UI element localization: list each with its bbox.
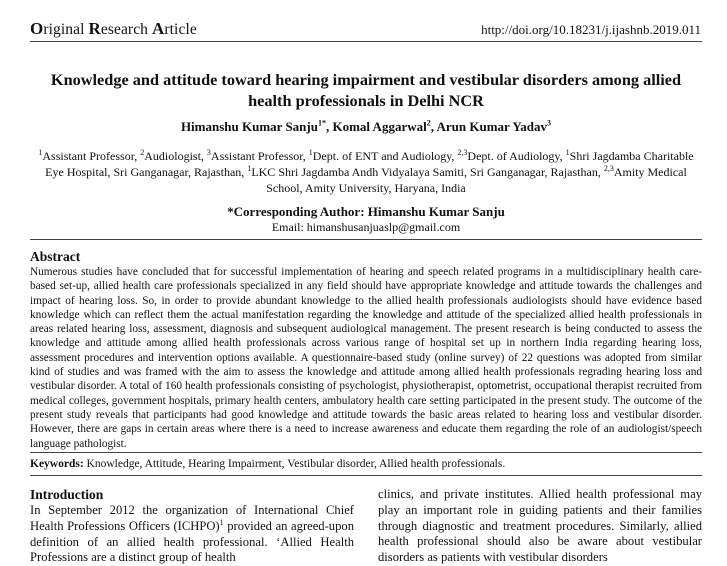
- article-type-label: [30, 19, 197, 39]
- intro-citation-sup: 1: [219, 517, 224, 527]
- keywords-label: Keywords:: [30, 458, 84, 470]
- keywords-text: Knowledge, Attitude, Hearing Impairment, Vestibular disorder, Allied health professionals.: [83, 458, 506, 470]
- author-name: Himanshu Kumar Sanju: [180, 119, 318, 134]
- author-sup: 1*: [317, 118, 326, 128]
- author-sup: 2: [426, 118, 431, 128]
- affil-part: LKC Shri Jagdamba Andh Vidyalaya Samiti, Sri Ganganagar, Rajasthan,: [251, 165, 604, 179]
- label-part-riginal: riginal: [43, 21, 89, 38]
- intro-left-text: In September 2012 the organization of International Chief Health Professions Officers (ICHPO): [30, 503, 354, 533]
- author-name: Arun Kumar Yadav: [436, 119, 548, 134]
- author-sep: ,: [325, 119, 333, 134]
- affiliations: [30, 148, 702, 196]
- affil-sup: 1: [38, 148, 43, 157]
- affil-sup: 2,3: [603, 164, 614, 173]
- header-rule: [30, 41, 702, 42]
- keywords-line: [30, 458, 702, 470]
- author-line: [30, 119, 702, 135]
- abstract-heading: Abstract: [30, 249, 81, 264]
- author-email[interactable]: Email: himanshusanjuaslp@gmail.com: [271, 220, 461, 234]
- label-cap-r: R: [88, 19, 101, 38]
- affil-sup: 1: [565, 148, 570, 157]
- affil-part: Dept. of Audiology,: [467, 149, 566, 163]
- intro-left-text-cont: provided an agreed-upon definition of an allied health professional. ‘Allied Health Professions are a distinct group of health: [30, 518, 354, 565]
- affil-sup: 1: [308, 148, 313, 157]
- affil-part: Dept. of ENT and Audiology,: [312, 149, 458, 163]
- affil-sup: 3: [206, 148, 211, 157]
- introduction-heading: Introduction: [30, 487, 104, 502]
- affil-part: Amity Medical School, Amity University, Haryana, India: [266, 165, 687, 195]
- label-part-esearch: esearch: [100, 21, 152, 38]
- label-cap-o: O: [30, 19, 44, 38]
- label-cap-a: A: [152, 19, 165, 38]
- affil-sup: 2: [140, 148, 145, 157]
- abstract-body: Numerous studies have concluded that for successful implementation of hearing and speech related programs in a multidisciplinary health care-based set-up, allied health care professionals specialized in any field should have appropriate knowledge and attitude towards the challenges and impact of hearing loss. So, in order to provide abundant knowledge to the allied health professionals audiologists should have evidence based knowledge which can reflect them the actual manifestation regarding the knowledge and attitude of the specialized allied health professionals in areas related hearing loss, assessment, diagnosis and subsequent audiological management. The present research is being conducted to assess the knowledge and attitude among allied health professionals across various range of hospital set up in northern India regarding hearing loss, assessment procedures and intervention options available. A questionnaire-based study (online survey) of 22 questions was adopted from similar kind of studies and was framed with the aim to assess the knowledge and attitude among allied health professionals regrading hearing loss and vestibular disorder. A total of 160 health professionals consisting of psychologist, physiotherapist, optometrist, occupational therapist recruited from medical colleges, government hospitals, primary health centers, ambulatory health care setting participated in the present study. The outcome of the present study reveals that participants had good knowledge and attitude towards the basic areas related to hearing loss and vestibular disorder. However, there are gaps in certain areas where there is a need to increase awareness and educate them regarding the role of an audiologist/speech language pathologist.: [30, 266, 702, 450]
- intro-left-column: [30, 503, 354, 566]
- label-part-rticle: rticle: [164, 21, 197, 38]
- affil-part: Audiologist,: [144, 149, 207, 163]
- affil-part: Shri Jagdamba Charitable Eye Hospital, Sri Ganganagar, Rajasthan,: [45, 149, 694, 179]
- corresponding-author: *Corresponding Author: Himanshu Kumar Sanju: [227, 204, 505, 219]
- affil-part: Assistant Professor,: [42, 149, 141, 163]
- author-name: Komal Aggarwal: [332, 119, 427, 134]
- affil-sup: 2,3: [457, 148, 468, 157]
- abstract-bottom-rule: [30, 452, 702, 453]
- author-sup: 3: [547, 118, 552, 128]
- paper-title: Knowledge and attitude toward hearing impairment and vestibular disorders among allied health professionals in Delhi NCR: [50, 70, 682, 110]
- intro-right-column: clinics, and private institutes. Allied health professional may play an important role in guiding patients and their families through diagnostic and treatment procedures. Similarly, allied health professional should also be aware about vestibular disorders as patients with vestibular disorders: [378, 487, 702, 565]
- affil-part: Assistant Professor,: [210, 149, 309, 163]
- affil-sup: 1: [247, 164, 252, 173]
- keywords-bottom-rule: [30, 475, 702, 476]
- doi-link[interactable]: http://doi.org/10.18231/j.ijashnb.2019.011: [481, 22, 701, 37]
- abstract-top-rule: [30, 239, 702, 240]
- author-sep: ,: [430, 119, 437, 134]
